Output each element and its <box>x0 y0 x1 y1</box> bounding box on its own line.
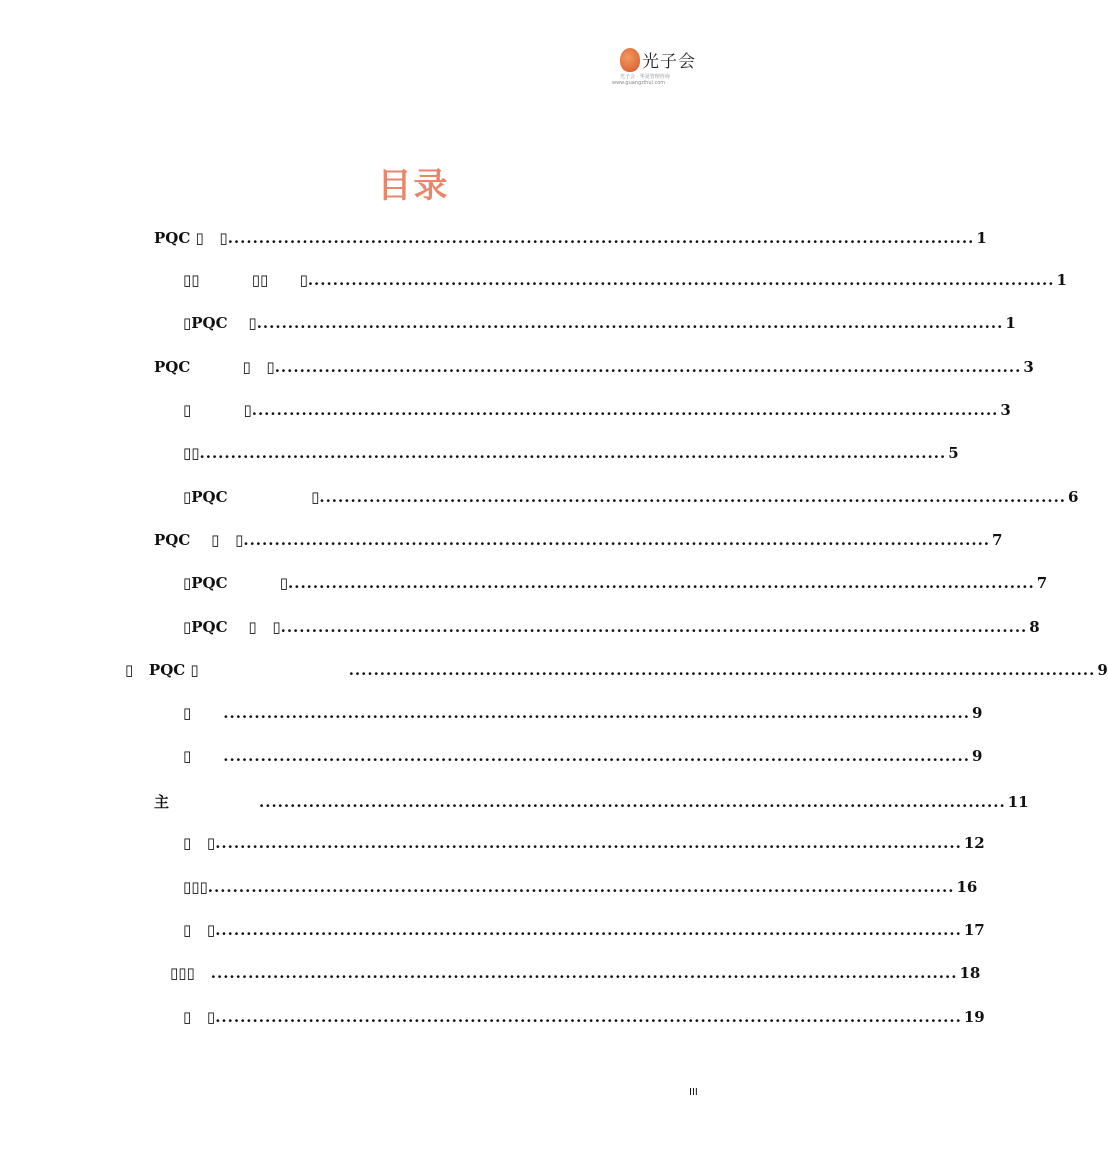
logo-icon <box>620 48 640 72</box>
toc-entry-title: ▯ <box>183 747 192 765</box>
toc-entry-title: ▯PQC ▯ <box>183 314 257 332</box>
toc-entry-page: 17 <box>963 921 985 939</box>
toc-entry[interactable] <box>170 964 981 984</box>
toc-entry[interactable] <box>183 444 959 464</box>
toc-entry-title: ▯ PQC ▯ <box>125 661 199 679</box>
toc-entry[interactable] <box>183 747 983 767</box>
toc-leader: ........................................................................................................................ <box>215 1008 962 1026</box>
toc-entry-title: ▯PQC ▯ <box>183 488 320 506</box>
toc-entry-title: ▯ ▯ <box>183 1008 216 1026</box>
toc-entry[interactable] <box>183 271 1067 291</box>
toc-entry-page: 12 <box>963 834 985 852</box>
toc-entry-title: ▯ ▯ <box>183 401 252 419</box>
toc-entry-page: 9 <box>971 747 983 765</box>
toc-leader: ........................................................................................................................ <box>280 618 1028 636</box>
toc-entry-title: PQC ▯ ▯ <box>154 229 228 247</box>
toc-entry-page: 8 <box>1029 618 1040 636</box>
toc-entry[interactable] <box>183 1008 985 1028</box>
toc-entry[interactable] <box>154 229 987 249</box>
toc-leader: ........................................................................................................................ <box>256 314 1004 332</box>
toc-leader: ........................................................................................................................ <box>319 488 1067 506</box>
toc-entry-title: ▯ ▯ <box>183 921 216 939</box>
toc-entry-title: ▯PQC ▯ ▯ <box>183 618 281 636</box>
toc-entry[interactable] <box>183 488 1079 508</box>
toc-entry-page: 9 <box>1097 661 1108 679</box>
toc-entry[interactable] <box>154 531 1003 551</box>
toc-entry-page: 18 <box>959 964 981 982</box>
toc-entry-title: ▯▯ <box>183 444 200 462</box>
page-number-footer: III <box>689 1087 698 1098</box>
toc-entry-page: 7 <box>1036 574 1048 592</box>
toc-entry[interactable] <box>183 878 978 898</box>
toc-entry-page: 3 <box>1000 401 1011 419</box>
toc-leader: ........................................................................................................................ <box>207 878 955 896</box>
toc-entry[interactable] <box>183 401 1011 421</box>
toc-leader: ........................................................................................................................ <box>243 531 991 549</box>
toc-leader: ........................................................................................................................ <box>223 704 970 722</box>
toc-entry[interactable] <box>154 791 1029 811</box>
toc-entry-title: PQC ▯ ▯ <box>154 531 244 549</box>
logo-website: www.guangzihui.com <box>612 80 666 86</box>
toc-entry-page: 7 <box>992 531 1003 549</box>
toc-leader: ........................................................................................................................ <box>215 921 962 939</box>
toc-entry-title: ▯▯▯ <box>170 964 195 982</box>
toc-entry[interactable] <box>183 704 983 724</box>
toc-entry-title: ▯ <box>183 704 192 722</box>
toc-leader: ........................................................................................................................ <box>215 834 962 852</box>
logo-brand-name: 光子会 <box>642 52 696 72</box>
toc-leader: ........................................................................................................................ <box>227 229 975 247</box>
toc-entry[interactable] <box>183 921 985 941</box>
toc-leader: ........................................................................................................................ <box>223 747 970 765</box>
toc-entry-page: 5 <box>948 444 959 462</box>
toc-leader: ........................................................................................................................ <box>259 793 1006 811</box>
toc-entry-title: ▯PQC ▯ <box>183 574 289 592</box>
toc-entry[interactable] <box>154 358 1034 378</box>
toc-entry[interactable] <box>125 661 1108 681</box>
page-title: 目录 <box>377 166 450 206</box>
toc-entry[interactable] <box>183 834 985 854</box>
toc-entry-page: 1 <box>976 229 987 247</box>
toc-entry-page: 16 <box>956 878 978 896</box>
toc-entry[interactable] <box>183 574 1048 594</box>
toc-leader: ........................................................................................................................ <box>199 444 947 462</box>
toc-leader: ........................................................................................................................ <box>274 358 1022 376</box>
toc-entry-title: 主 <box>154 793 170 811</box>
toc-entry-title: ▯ ▯ <box>183 834 216 852</box>
logo-tagline: 光子会 · 华夏管理咨询 <box>620 74 670 80</box>
toc-entry-page: 1 <box>1005 314 1016 332</box>
toc-leader: ........................................................................................................................ <box>251 401 999 419</box>
toc-entry-title: ▯▯▯ <box>183 878 208 896</box>
toc-entry-title: PQC ▯ ▯ <box>154 358 275 376</box>
toc-entry-page: 1 <box>1056 271 1067 289</box>
toc-entry[interactable] <box>183 314 1016 334</box>
toc-entry-page: 3 <box>1023 358 1034 376</box>
toc-entry-title: ▯▯ ▯▯ ▯ <box>183 271 308 289</box>
brand-logo <box>606 45 702 87</box>
toc-leader: ........................................................................................................................ <box>288 574 1035 592</box>
toc-entry[interactable] <box>183 618 1040 638</box>
toc-entry-page: 19 <box>963 1008 985 1026</box>
toc-leader: ........................................................................................................................ <box>348 661 1096 679</box>
toc-entry-page: 11 <box>1007 793 1029 811</box>
toc-entry-page: 9 <box>971 704 983 722</box>
toc-leader: ........................................................................................................................ <box>307 271 1055 289</box>
toc-entry-page: 6 <box>1068 488 1079 506</box>
toc-leader: ........................................................................................................................ <box>210 964 958 982</box>
